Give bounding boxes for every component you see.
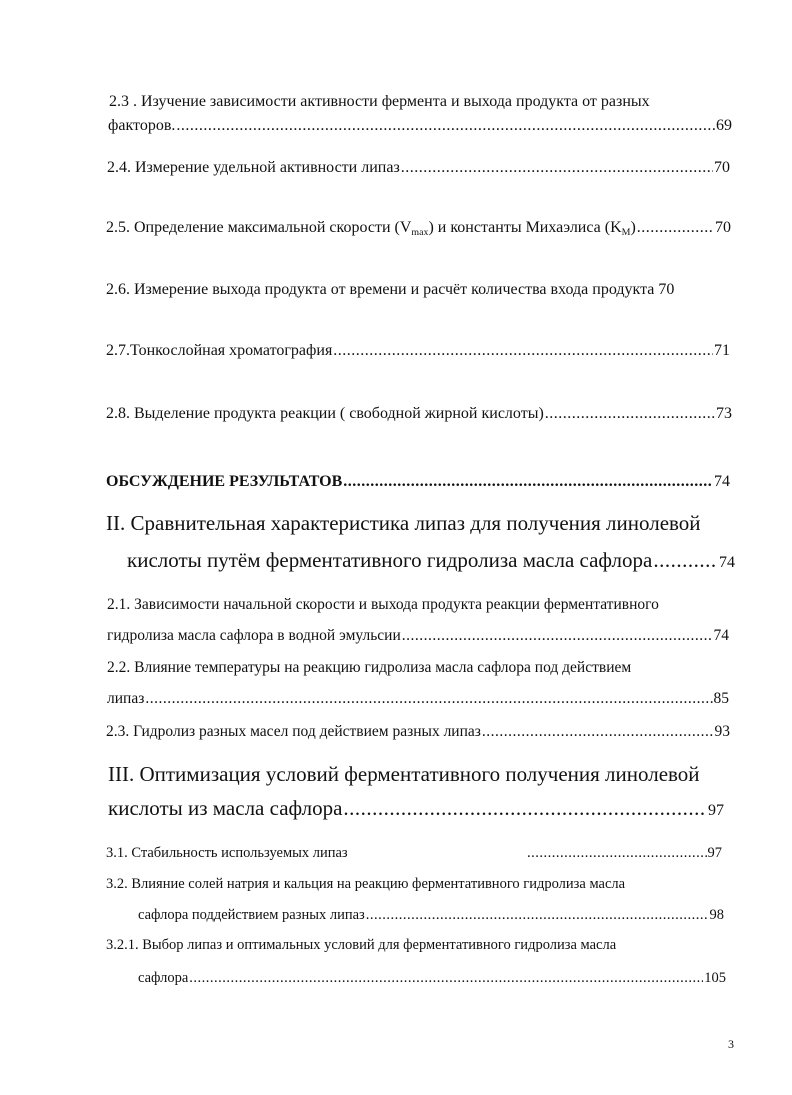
toc-entry-text [106,219,636,238]
toc-page-number: 97 [707,845,722,861]
leader-dots [527,845,707,862]
toc-section-2-line1: II. Сравнительная характеристика липаз для получения линолевой [106,511,701,535]
toc-page-number: 85 [713,690,729,707]
km-subscript: M [621,227,631,238]
leader-dots [176,117,715,135]
toc-entry-s2-3 [106,723,730,741]
toc-page-number: 98 [709,907,724,923]
leader-dots [482,723,714,741]
leader-dots [343,796,707,821]
toc-page-number: 93 [714,723,730,740]
toc-entry-text: 2.7.Тонкослойная хроматография [106,342,333,359]
toc-entry-s2-2-line1: 2.2. Влияние температуры на реакцию гидролиза масла сафлора под действием [107,659,632,676]
toc-entry-3-1-text: 3.1. Стабильность используемых липаз [106,845,348,861]
toc-entry-2-8 [106,405,732,423]
toc-entry-3-2-line2 [138,907,724,924]
toc-entry-text: сафлора [138,970,189,986]
toc-entry-3-1-leader [526,845,722,862]
toc-entry-s2-2-line2 [107,690,729,708]
toc-page-number: 74 [713,627,729,644]
toc-entry-text: 2.6. Измерение выхода продукта от времени и расчёт количества входа продукта [106,281,655,298]
toc-entry-text: липаз [107,690,145,707]
toc-page-number: 71 [714,342,730,359]
toc-entry-text: 2.3. Гидролиз разных масел под действием разных липаз [106,723,481,740]
toc-entry-text: сафлора поддействием разных липаз [138,907,365,923]
toc-discussion-heading [106,473,730,491]
toc-entry-text: 2.8. Выделение продукта реакции ( свободной жирной кислоты) [106,405,544,422]
leader-dots [545,405,715,423]
toc-entry-text: кислоты из масла сафлора [108,796,343,820]
toc-entry-3-2-1-line1: 3.2.1. Выбор липаз и оптимальных условий для ферментативного гидролиза масла [106,937,617,953]
toc-entry-text: ОБСУЖДЕНИЕ РЕЗУЛЬТАТОВ [106,473,343,490]
toc-section-3-line1: III. Оптимизация условий ферментативного получения линолевой [108,762,700,786]
toc-entry-text: 2.4. Измерение удельной активности липаз [107,159,400,176]
toc-page-number: 74 [719,554,735,571]
toc-entry-3-2-line1: 3.2. Влияние солей натрия и кальция на реакцию ферментативного гидролиза масла [106,876,626,892]
leader-dots [189,970,703,987]
leader-dots [637,219,714,237]
toc-page-number: 70 [714,159,730,176]
toc-entry-text: факторов. [108,117,176,134]
toc-page-number: 70 [658,281,675,298]
toc-page-number: 73 [716,405,732,422]
toc-page-number: 74 [714,473,730,490]
toc-section-2-line2 [127,548,735,573]
text-part-a: 2.5. Определение максимальной скорости (V [106,219,412,236]
toc-entry-s2-1-line2 [107,627,729,645]
text-part-b: ) и константы Михаэлиса (K [428,219,622,236]
leader-dots [653,548,718,573]
toc-entry-2-6 [106,281,674,299]
toc-entry-2-7 [106,342,730,360]
toc-section-3-line2 [108,796,724,821]
toc-entry-2-5 [106,219,731,238]
leader-dots [343,473,713,491]
toc-entry-s2-1-line1: 2.1. Зависимости начальной скорости и выхода продукта реакции ферментативного [107,596,659,613]
leader-dots [145,690,712,708]
toc-entry-3-2-1-line2 [138,970,726,987]
toc-page-number: 97 [708,802,724,819]
leader-dots [401,159,713,177]
toc-page-number: 105 [704,970,726,986]
leader-dots [402,627,713,645]
toc-entry-text: гидролиза масла сафлора в водной эмульсии [107,627,401,644]
leader-dots [333,342,713,360]
text-part-c: ) [630,219,636,236]
vmax-subscript: max [411,227,429,238]
toc-entry-2-3-line2 [108,117,732,135]
leader-dots [366,907,709,924]
toc-page-number: 69 [716,117,732,134]
toc-page-number: 70 [715,219,731,236]
toc-entry-2-3-line1: 2.3 . Изучение зависимости активности фермента и выхода продукта от разных [109,93,650,110]
toc-entry-2-4 [107,159,730,177]
toc-entry-text: кислоты путём ферментативного гидролиза масла сафлора [127,548,653,572]
page-number: 3 [728,1037,734,1051]
